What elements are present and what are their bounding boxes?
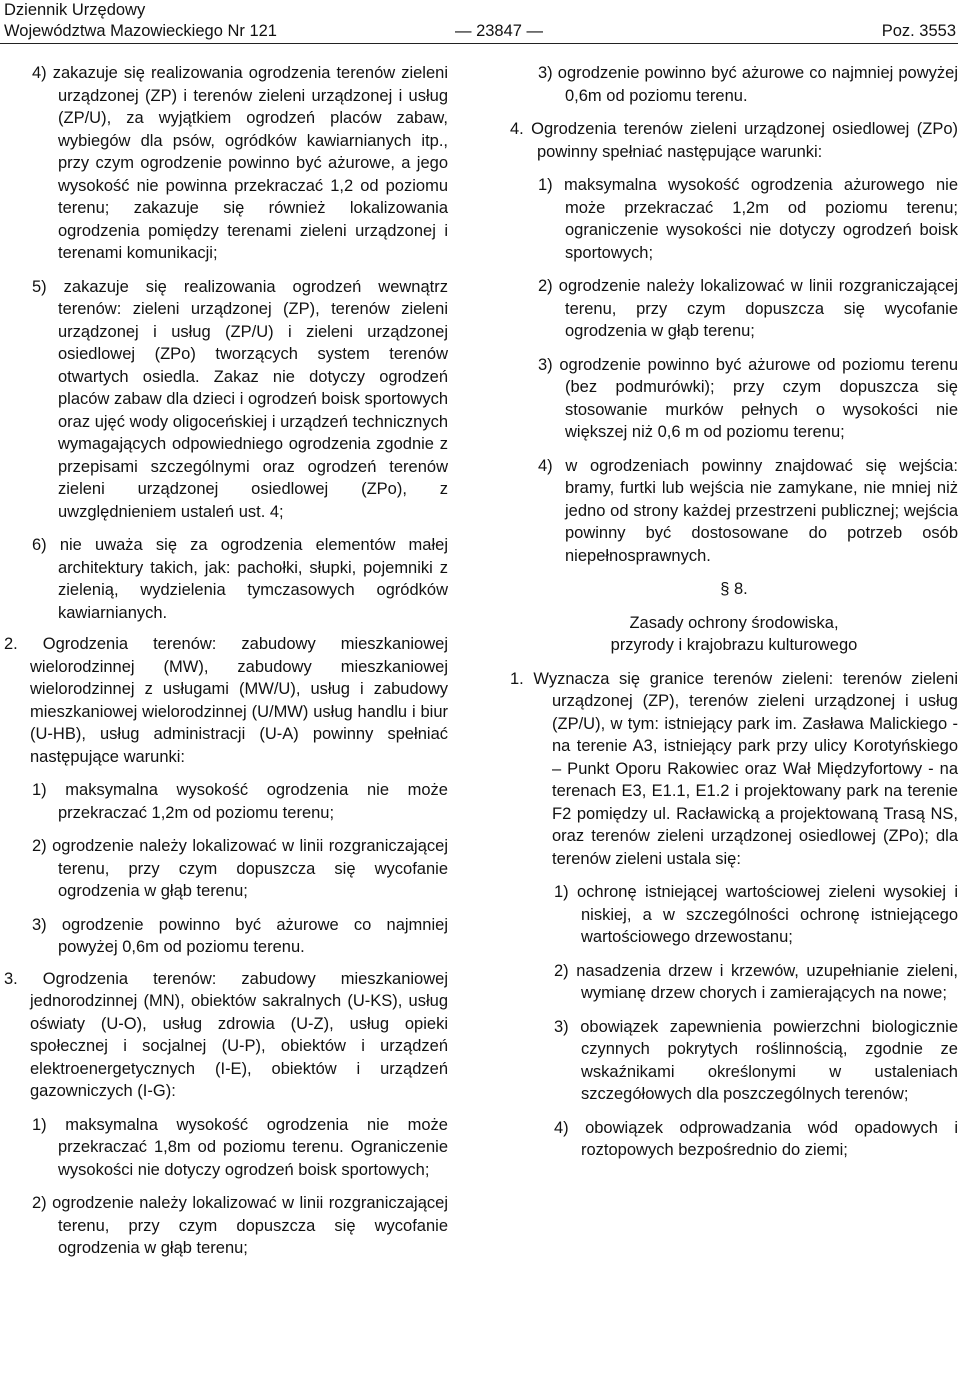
journal-title: Dziennik Urzędowy xyxy=(4,1,146,19)
paragraph-1-item-4: 4) obowiązek odprowadzania wód opadowych i roztopowych bezpośrednio do ziemi; xyxy=(554,1118,958,1159)
paragraph-1-item-1: 1) ochronę istniejącej wartościowej zieleni wysokiej i niskiej, a w szczególności ochronę istniejącego wartościowego drzewostanu; xyxy=(554,883,958,946)
paragraph-5: 5) zakazuje się realizowania ogrodzeń wewnątrz terenów: zieleni urządzonej (ZP), terenów zieleni urządzonej i usług (ZP/U) i zieleni urządzonej osiedlowej (ZPo) tworzących system terenów otwartych osiedla. Zakaz nie dotyczy ogrodzeń placów zabaw dla dzieci i ogrodzeń boisk sportowych oraz ujęć wody oligoceńskiej i urządzeń technicznych wymagających odpowiedniego ogrodzenia zgodnie z przepisami szczególnymi oraz ogrodzeń terenów zieleni urządzonej osiedlowej (ZPo), z uwzględnieniem ustaleń ust. 4; xyxy=(32,277,448,521)
section-2-item-1: 1) maksymalna wysokość ogrodzenia nie może przekraczać 1,2m od poziomu terenu; xyxy=(32,781,448,822)
section-title-line-2: przyrody i krajobrazu kulturowego xyxy=(610,636,858,654)
left-column xyxy=(4,62,448,1260)
section-3-item-3: 3) ogrodzenie powinno być ażurowe co najmniej powyżej 0,6m od poziomu terenu. xyxy=(538,64,958,105)
section-2-item-2: 2) ogrodzenie należy lokalizować w linii rozgraniczającej terenu, przy czym dopuszcza się wycofanie ogrodzenia w głąb terenu; xyxy=(32,837,448,900)
section-2: 2. Ogrodzenia terenów: zabudowy mieszkaniowej wielorodzinnej (MW), zabudowy mieszkaniowej wielorodzinnej z usługami (MW/U), usług i zabudowy mieszkaniowej wielorodzinnej (U/MW) usług handlu i biur (U-HB), usług administracji (U-A) powinny spełniać następujące warunki: xyxy=(4,635,448,766)
page-header xyxy=(0,0,958,44)
paragraph-1-item-3: 3) obowiązek zapewnienia powierzchni biologicznie czynnych pokrytych roślinnością, zgodnie ze wskaźnikami określonymi w ustaleniach szczegółowych dla poszczególnych terenów; xyxy=(554,1017,958,1103)
section-4: 4. Ogrodzenia terenów zieleni urządzonej osiedlowej (ZPo) powinny spełniać następujące warunki: xyxy=(510,120,958,161)
paragraph-1: 1. Wyznacza się granice terenów zieleni: terenów zieleni urządzonej (ZP), terenów zieleni urządzonej i usług (ZP/U), w tym: istniejący park im. Zasława Malickiego - na terenie A3, istniejący park przy ulicy Korotyńskiego – Punkt Oporu Rakowiec oraz Wał Międzyfortowy - na terenach E3, E1.1, E1.2 i projektowany park na terenie F2 pomiędzy ul. Racławicką a projektowaną Trasą NS, oraz terenów zieleni urządzonej osiedlowej (ZPo); dla terenów zieleni ustala się: xyxy=(510,669,958,868)
section-3: 3. Ogrodzenia terenów: zabudowy mieszkaniowej jednorodzinnej (MN), obiektów sakralnych (U-KS), usług oświaty (U-O), usług zdrowia (U-Z), usług opieki społecznej i socjalnej (U-P), obiektów i urządzeń elektroenergetycznych (I-E), obiektów i urządzeń gazowniczych (I-G): xyxy=(4,969,448,1100)
paragraph-1-item-2: 2) nasadzenia drzew i krzewów, uzupełnianie zieleni, wymianę drzew chorych i zamierających na nowe; xyxy=(554,961,958,1002)
right-column xyxy=(510,62,958,1162)
section-title-line-1: Zasady ochrony środowiska, xyxy=(629,613,839,632)
paragraph-6: 6) nie uważa się za ogrodzenia elementów małej architektury takich, jak: pachołki, słupki, pojemniki z zielenią, wydzielenia tymczasowych ogródków kawiarnianych. xyxy=(32,536,448,622)
section-2-item-3: 3) ogrodzenie powinno być ażurowe co najmniej powyżej 0,6m od poziomu terenu. xyxy=(32,915,448,956)
page-number: — 23847 — xyxy=(455,22,544,40)
section-4-item-3: 3) ogrodzenie powinno być ażurowe od poziomu terenu (bez podmurówki); przy czym dopuszcza się stosowanie murków pełnych o wysokości nie większej niż 0,6 m od poziomu terenu; xyxy=(538,355,958,441)
voivodeship-issue: Województwa Mazowieckiego Nr 121 xyxy=(4,22,277,40)
section-4-item-1: 1) maksymalna wysokość ogrodzenia ażurowego nie może przekraczać 1,2m od poziomu terenu; ograniczenie wysokości nie dotyczy ogrodzeń boisk sportowych; xyxy=(538,176,958,262)
position-number: Poz. 3553 xyxy=(881,22,956,40)
section-3-item-2: 2) ogrodzenie należy lokalizować w linii rozgraniczającej terenu, przy czym dopuszcza się wycofanie ogrodzenia w głąb terenu; xyxy=(32,1194,448,1257)
section-number: § 8. xyxy=(720,580,748,598)
section-4-item-4: 4) w ogrodzeniach powinny znajdować się wejścia: bramy, furtki lub wejścia nie zamykane, nie mniej niż jedno od strony każdej przestrzeni publicznej; wejścia powinny być dostosowane do potrzeb osób niepełnosprawnych. xyxy=(538,456,958,565)
header-divider xyxy=(0,43,958,44)
paragraph-4: 4) zakazuje się realizowania ogrodzenia terenów zieleni urządzonej (ZP) i terenów zieleni urządzonej i usług (ZP/U), za wyjątkiem ogrodzeń placów zabaw, wybiegów dla psów, ogródków kawiarnianych itp., przy czym ogrodzenie powinno być ażurowe, a jego wysokość nie powinna przekraczać 1,2 od poziomu terenu; zakazuje się również lokalizowania ogrodzenia pomiędzy terenami zieleni urządzonej i terenami komunikacji; xyxy=(32,64,448,262)
section-4-item-2: 2) ogrodzenie należy lokalizować w linii rozgraniczającej terenu, przy czym dopuszcza się wycofanie ogrodzenia w głąb terenu; xyxy=(538,277,958,340)
section-3-item-1: 1) maksymalna wysokość ogrodzenia nie może przekraczać 1,8m od poziomu terenu. Ograniczenie wysokości nie dotyczy ogrodzeń boisk sportowych; xyxy=(32,1115,448,1179)
